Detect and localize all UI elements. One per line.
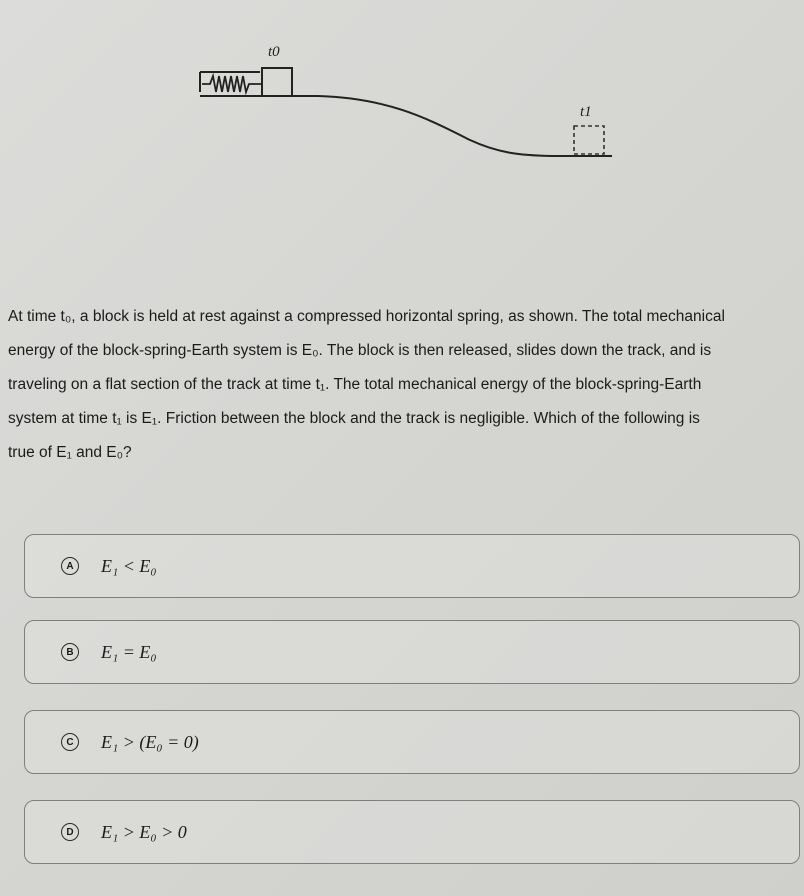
question-line: traveling on a flat section of the track at time t₁. The total mechanical energy of the block-spring-Earth [8,376,702,393]
track [200,96,612,156]
choice-letter-badge: D [61,823,79,841]
choice-letter-badge: A [61,557,79,575]
choice-text: E₁ > (E₀ = 0) [101,731,199,752]
question-line: true of E₁ and E₀? [8,444,132,461]
choice-b[interactable] [24,620,800,684]
block-start [262,68,292,96]
choice-letter-badge: C [61,733,79,751]
label-t0: t0 [268,44,280,60]
block-end [574,126,604,154]
choice-text: E₁ > E₀ > 0 [101,821,187,842]
track-diagram [0,0,804,300]
question-stem [8,300,788,470]
choice-text: E₁ < E₀ [101,555,157,576]
choice-letter-badge: B [61,643,79,661]
question-line: system at time t₁ is E₁. Friction between the block and the track is negligible. Which of the following is [8,410,700,427]
label-t1: t1 [580,104,592,120]
choice-c[interactable] [24,710,800,774]
question-line: energy of the block-spring-Earth system is E₀. The block is then released, slides down the track, and is [8,342,712,359]
choice-a[interactable] [24,534,800,598]
choice-text: E₁ = E₀ [101,641,157,662]
spring [202,76,262,92]
question-line: At time t₀, a block is held at rest against a compressed horizontal spring, as shown. The total mechanical [8,308,725,325]
choice-d[interactable] [24,800,800,864]
